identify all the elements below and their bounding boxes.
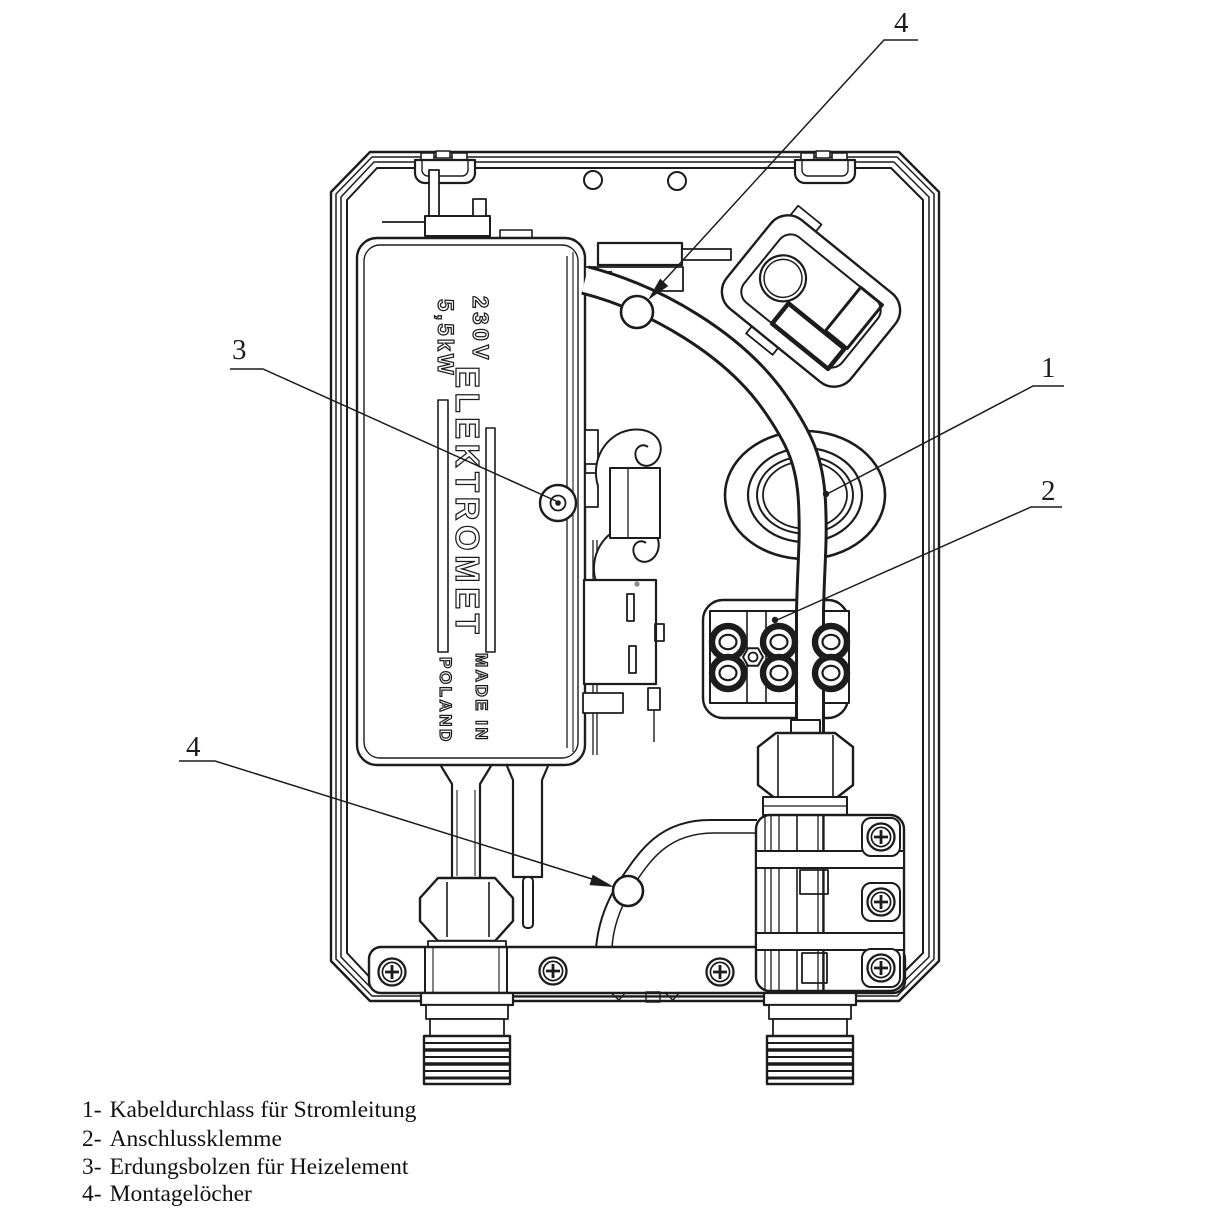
brand-marking: ELEKTROMET bbox=[449, 366, 486, 639]
callout-3-number: 3 bbox=[232, 334, 247, 366]
callout-4-number: 4 bbox=[894, 7, 909, 39]
legend-item-3-text: Erdungsbolzen für Heizelement bbox=[109, 1154, 409, 1180]
callout-4-number: 4 bbox=[186, 731, 201, 763]
thermostat-assembly bbox=[583, 430, 664, 755]
phillips-screw bbox=[862, 949, 900, 987]
legend bbox=[82, 1097, 417, 1207]
callout-2-number: 2 bbox=[1041, 475, 1056, 507]
outlet-compression-nut bbox=[758, 720, 853, 815]
hex-nut bbox=[420, 878, 513, 941]
legend-item-4 bbox=[82, 1181, 252, 1207]
legend-item-4-number: 4- bbox=[82, 1181, 102, 1207]
case-clip-top-left bbox=[415, 151, 475, 183]
phillips-screw bbox=[540, 958, 567, 985]
terminal-contacts bbox=[712, 626, 847, 689]
phillips-screw bbox=[862, 818, 900, 856]
terminal bbox=[763, 626, 795, 658]
mounting-hole-top bbox=[621, 296, 653, 328]
phillips-screw bbox=[862, 883, 900, 921]
phillips-screw bbox=[379, 959, 406, 986]
legend-item-2-text: Anschlussklemme bbox=[109, 1126, 282, 1152]
callout-1-number: 1 bbox=[1041, 352, 1056, 384]
threaded-connector-right bbox=[764, 993, 856, 1084]
grounding-bolt bbox=[540, 485, 576, 521]
heater-outlet-pipe bbox=[420, 766, 513, 949]
poland-marking: POLAND bbox=[436, 657, 455, 744]
terminal-hex-nut bbox=[743, 648, 763, 665]
pilot-hole-right bbox=[668, 172, 686, 190]
terminal bbox=[712, 657, 744, 689]
threaded-connector-left bbox=[421, 993, 513, 1084]
terminal bbox=[815, 657, 847, 689]
case-clip-top-right bbox=[795, 151, 855, 183]
power-marking: 5,5kW bbox=[433, 299, 458, 378]
terminal bbox=[763, 657, 795, 689]
pilot-hole-left bbox=[584, 171, 602, 189]
terminal bbox=[815, 626, 847, 658]
phillips-screw bbox=[707, 959, 734, 986]
legend-item-1-text: Kabeldurchlass für Stromleitung bbox=[109, 1097, 417, 1123]
thermal-cutout bbox=[584, 580, 656, 684]
legend-item-3 bbox=[82, 1154, 409, 1180]
terminal bbox=[712, 626, 744, 658]
made-in-marking: MADE IN bbox=[472, 653, 491, 743]
legend-item-1 bbox=[82, 1097, 417, 1123]
legend-item-2 bbox=[82, 1126, 282, 1152]
mounting-hole-bottom bbox=[613, 876, 643, 906]
legend-item-4-text: Montagelöcher bbox=[109, 1181, 252, 1207]
pipe-bracket bbox=[756, 815, 904, 991]
legend-item-2-number: 2- bbox=[82, 1126, 102, 1152]
legend-item-3-number: 3- bbox=[82, 1154, 102, 1180]
legend-item-1-number: 1- bbox=[82, 1097, 102, 1123]
voltage-marking: 230V bbox=[468, 296, 493, 364]
